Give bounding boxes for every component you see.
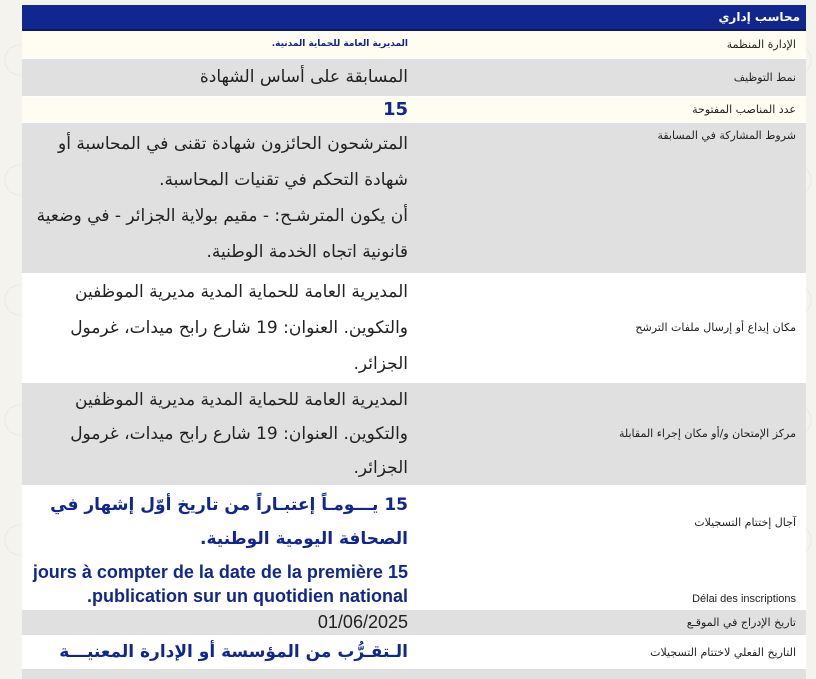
row-value-conditions — [22, 122, 414, 273]
row-label-open-positions: عدد المناصب المفتوحة — [414, 96, 806, 122]
row-value-posting-date: 01/06/2025 — [22, 609, 414, 635]
row-value-recruitment-mode: المسابقة على أساس الشهادة — [22, 58, 414, 96]
row-label-actual-closing: التاريخ الفعلي لاختتام التسجيلات — [414, 635, 806, 669]
row-value-open-positions: 15 — [22, 96, 414, 122]
row-label-conditions: شروط المشاركة في المسابقة — [414, 122, 806, 273]
row-value-submission-place: المديرية العامة للحماية المدية مديرية الموظفين والتكوين. العنوان: 19 شارع رابح ميدات، غرمول الجزائر. — [22, 273, 414, 382]
table-row — [22, 382, 806, 485]
job-details-table — [22, 5, 806, 679]
table-row-partial — [22, 669, 806, 679]
row-label-exam-center: مركز الإمتحان و/أو مكان إجراء المقابلة — [414, 382, 806, 485]
row-value-organizing-admin: المديرية العامة للحماية المدنية. — [22, 30, 414, 58]
table-row — [22, 609, 806, 635]
table-row — [22, 635, 806, 669]
table-row — [22, 485, 806, 559]
job-title: محاسب إداري — [22, 5, 806, 30]
row-label-posting-date: تاريخ الإدراج في الموقـع — [414, 609, 806, 635]
table-row — [22, 58, 806, 96]
row-label-recruitment-mode: نمط التوظيف — [414, 58, 806, 96]
condition-line: المترشحون الحائزون شهادة تقنى في المحاسبة أو شهادة التحكم في تقنيات المحاسبة. — [58, 133, 408, 190]
condition-line: أن يكون المترشـح: - مقيم بولاية الجزائر - في وضعية قانونية اتجاه الخدمة الوطنية. — [36, 205, 408, 262]
table-row — [22, 559, 806, 609]
job-title-row — [22, 5, 806, 30]
row-label-organizing-admin: الإدارة المنظمة — [414, 30, 806, 58]
row-value-actual-closing: الـتقـرُّب من المؤسسة أو الإدارة المعنيـــة — [22, 635, 414, 669]
row-value-exam-center: المديرية العامة للحماية المدية مديرية الموظفين والتكوين. العنوان: 19 شارع رابح ميدات، غرمول الجزائر. — [22, 382, 414, 485]
row-value-deadline-fr: 15 jours à compter de la date de la première publication sur un quotidien national. — [22, 559, 414, 609]
row-value-deadline-ar: 15 يـــومـاً إعتبـاراً من تاريخ أوّل إشهار في الصحافة اليومية الوطنية. — [22, 485, 414, 559]
row-label-deadline-ar: آجال إختتام التسجيلات — [414, 485, 806, 559]
row-label-deadline-fr: Délai des inscriptions — [414, 559, 806, 609]
table-row — [22, 30, 806, 58]
table-row — [22, 273, 806, 382]
row-label-submission-place: مكان إيداع أو إرسال ملفات الترشح — [414, 273, 806, 382]
table-row — [22, 122, 806, 273]
table-row — [22, 96, 806, 122]
